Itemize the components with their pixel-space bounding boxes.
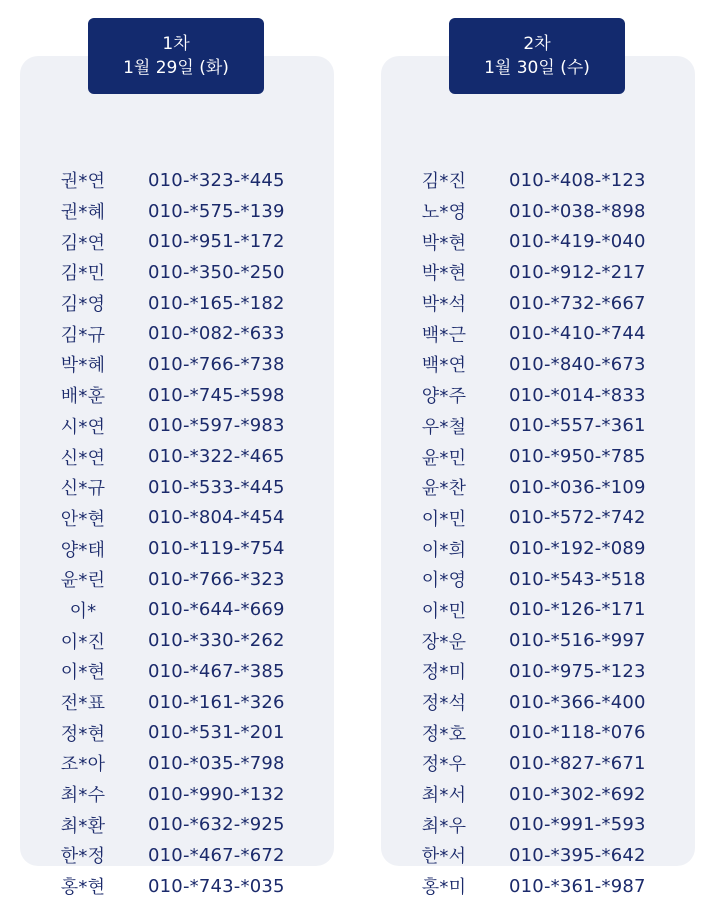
winner-phone: 010-*975-*123 — [509, 660, 646, 682]
winner-phone: 010-*350-*250 — [148, 261, 285, 283]
winner-phone: 010-*743-*035 — [148, 875, 285, 897]
winner-row — [20, 380, 334, 411]
winner-phone: 010-*557-*361 — [509, 415, 646, 437]
winner-phone: 010-*766-*323 — [148, 568, 285, 590]
winner-row — [381, 472, 695, 503]
winner-phone: 010-*323-*445 — [148, 169, 285, 191]
winner-name: 정*현 — [60, 723, 106, 745]
winner-name: 백*연 — [421, 355, 467, 377]
winner-name: 이*영 — [421, 570, 467, 592]
winner-name: 백*근 — [421, 324, 467, 346]
winner-row — [20, 318, 334, 349]
winner-row — [20, 503, 334, 534]
winner-name: 홍*현 — [60, 877, 106, 899]
round-2-list — [381, 165, 695, 902]
winner-name: 이*희 — [421, 539, 467, 561]
winner-name: 신*연 — [60, 447, 106, 469]
winner-phone: 010-*366-*400 — [509, 691, 646, 713]
winner-phone: 010-*951-*172 — [148, 231, 285, 253]
winner-name: 신*규 — [60, 478, 106, 500]
winner-name: 정*우 — [421, 754, 467, 776]
winner-phone: 010-*361-*987 — [509, 875, 646, 897]
winner-name: 조*아 — [60, 754, 106, 776]
winner-name: 우*철 — [421, 416, 467, 438]
winner-phone: 010-*533-*445 — [148, 476, 285, 498]
winner-phone: 010-*467-*672 — [148, 844, 285, 866]
winner-name: 노*영 — [421, 202, 467, 224]
winner-name: 시*연 — [60, 416, 106, 438]
winner-phone: 010-*419-*040 — [509, 231, 646, 253]
winner-name: 이*현 — [60, 662, 106, 684]
winner-row — [20, 687, 334, 718]
winner-name: 정*호 — [421, 723, 467, 745]
winner-phone: 010-*014-*833 — [509, 384, 646, 406]
winner-row — [381, 288, 695, 319]
winner-phone: 010-*531-*201 — [148, 722, 285, 744]
winner-row — [381, 840, 695, 871]
winner-phone: 010-*038-*898 — [509, 200, 646, 222]
winner-name: 한*정 — [60, 846, 106, 868]
winner-row — [20, 257, 334, 288]
winner-phone: 010-*408-*123 — [509, 169, 646, 191]
winner-row — [20, 196, 334, 227]
winner-row — [381, 748, 695, 779]
round-1-list — [20, 165, 334, 902]
winner-phone: 010-*410-*744 — [509, 323, 646, 345]
winner-phone: 010-*192-*089 — [509, 538, 646, 560]
winner-row — [381, 656, 695, 687]
round-2-header — [449, 18, 625, 94]
winner-name: 권*연 — [60, 171, 106, 193]
winner-row — [381, 871, 695, 902]
winner-row — [20, 625, 334, 656]
winner-row — [20, 840, 334, 871]
winner-row — [381, 533, 695, 564]
winner-phone: 010-*118-*076 — [509, 722, 646, 744]
winner-row — [20, 871, 334, 902]
winner-phone: 010-*732-*667 — [509, 292, 646, 314]
round-2-label: 2차 — [523, 34, 551, 54]
winner-row — [381, 380, 695, 411]
winner-row — [381, 196, 695, 227]
winner-name: 윤*민 — [421, 447, 467, 469]
winner-name: 안*현 — [60, 508, 106, 530]
winner-row — [20, 564, 334, 595]
winner-name: 김*연 — [60, 232, 106, 254]
winner-phone: 010-*322-*465 — [148, 446, 285, 468]
winner-row — [20, 748, 334, 779]
winner-phone: 010-*036-*109 — [509, 476, 646, 498]
round-1-panel — [20, 56, 334, 899]
winner-row — [20, 656, 334, 687]
winner-row — [20, 809, 334, 840]
winner-row — [381, 779, 695, 810]
winner-row — [381, 595, 695, 626]
winner-phone: 010-*766-*738 — [148, 353, 285, 375]
winner-phone: 010-*827-*671 — [509, 752, 646, 774]
winner-phone: 010-*804-*454 — [148, 507, 285, 529]
winner-phone: 010-*302-*692 — [509, 783, 646, 805]
winner-row — [20, 779, 334, 810]
winner-phone: 010-*126-*171 — [509, 599, 646, 621]
round-2-panel — [381, 56, 695, 899]
winner-row — [20, 595, 334, 626]
winner-row — [20, 349, 334, 380]
winner-row — [381, 349, 695, 380]
winner-row — [20, 226, 334, 257]
winner-name: 한*서 — [421, 846, 467, 868]
winner-phone: 010-*467-*385 — [148, 660, 285, 682]
winner-name: 양*태 — [60, 539, 106, 561]
winner-name: 박*석 — [421, 294, 467, 316]
winner-row — [20, 288, 334, 319]
round-1-label: 1차 — [162, 34, 190, 54]
winner-phone: 010-*161-*326 — [148, 691, 285, 713]
winner-row — [381, 564, 695, 595]
winner-name: 윤*찬 — [421, 478, 467, 500]
winner-row — [20, 411, 334, 442]
winner-name: 이*진 — [60, 631, 106, 653]
winner-phone: 010-*330-*262 — [148, 630, 285, 652]
winner-name: 배*훈 — [60, 386, 106, 408]
winner-name: 정*석 — [421, 693, 467, 715]
winner-phone: 010-*575-*139 — [148, 200, 285, 222]
winner-name: 김*규 — [60, 324, 106, 346]
winner-name: 정*미 — [421, 662, 467, 684]
winner-row — [381, 318, 695, 349]
winner-row — [381, 717, 695, 748]
winner-name: 김*민 — [60, 263, 106, 285]
winner-name: 전*표 — [60, 693, 106, 715]
winner-name: 김*영 — [60, 294, 106, 316]
winner-name: 이* — [69, 600, 97, 622]
winner-row — [381, 226, 695, 257]
winner-phone: 010-*543-*518 — [509, 568, 646, 590]
winner-phone: 010-*516-*997 — [509, 630, 646, 652]
winner-phone: 010-*395-*642 — [509, 844, 646, 866]
round-1-date: 1월 29일 (화) — [123, 58, 229, 78]
winner-phone: 010-*082-*633 — [148, 323, 285, 345]
winner-name: 홍*미 — [421, 877, 467, 899]
winner-phone: 010-*950-*785 — [509, 446, 646, 468]
winner-name: 최*우 — [421, 815, 467, 837]
winner-name: 김*진 — [421, 171, 467, 193]
winner-name: 최*수 — [60, 785, 106, 807]
winner-name: 권*혜 — [60, 202, 106, 224]
winner-phone: 010-*745-*598 — [148, 384, 285, 406]
winner-phone: 010-*840-*673 — [509, 353, 646, 375]
winner-name: 이*민 — [421, 508, 467, 530]
winner-row — [20, 472, 334, 503]
round-2-date: 1월 30일 (수) — [484, 58, 590, 78]
winner-name: 이*민 — [421, 600, 467, 622]
winner-row — [381, 503, 695, 534]
winner-row — [20, 533, 334, 564]
winner-name: 박*현 — [421, 263, 467, 285]
winner-row — [20, 441, 334, 472]
winner-row — [20, 165, 334, 196]
winner-row — [381, 687, 695, 718]
winner-phone: 010-*991-*593 — [509, 814, 646, 836]
winner-row — [381, 257, 695, 288]
winner-phone: 010-*597-*983 — [148, 415, 285, 437]
winner-row — [381, 441, 695, 472]
winner-name: 박*현 — [421, 232, 467, 254]
winner-phone: 010-*990-*132 — [148, 783, 285, 805]
winner-name: 최*서 — [421, 785, 467, 807]
winner-row — [381, 625, 695, 656]
round-1-header — [88, 18, 264, 94]
winner-row — [381, 809, 695, 840]
winner-name: 양*주 — [421, 386, 467, 408]
winner-phone: 010-*572-*742 — [509, 507, 646, 529]
winner-phone: 010-*035-*798 — [148, 752, 285, 774]
winner-name: 박*혜 — [60, 355, 106, 377]
winner-phone: 010-*165-*182 — [148, 292, 285, 314]
winner-row — [381, 165, 695, 196]
winner-phone: 010-*119-*754 — [148, 538, 285, 560]
winner-row — [20, 717, 334, 748]
winner-name: 최*환 — [60, 815, 106, 837]
winner-phone: 010-*644-*669 — [148, 599, 285, 621]
winner-phone: 010-*912-*217 — [509, 261, 646, 283]
winner-row — [381, 411, 695, 442]
winner-name: 장*운 — [421, 631, 467, 653]
winner-phone: 010-*632-*925 — [148, 814, 285, 836]
winner-name: 윤*린 — [60, 570, 106, 592]
